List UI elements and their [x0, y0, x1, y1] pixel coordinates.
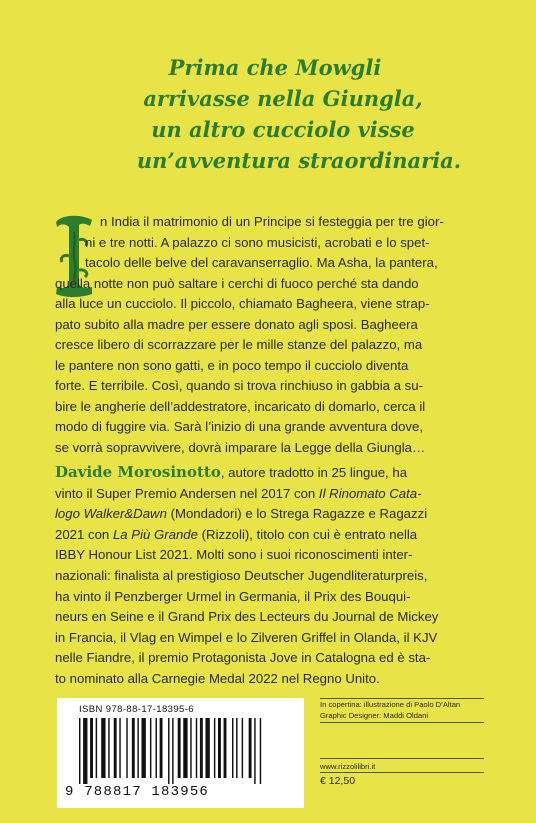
- book-title: logo Walker&Dawn: [55, 506, 167, 522]
- bio-text: , autore tradotto in 25 lingue, ha: [220, 465, 408, 480]
- barcode-panel: [57, 698, 304, 808]
- story-line: n India il matrimonio di un Principe si festeggia per tre gior-: [100, 214, 444, 229]
- cover-credit: In copertina: illustrazione di Paolo D’Altan: [320, 700, 461, 709]
- bio-text: (Rizzoli), titolo con cui è entrato nella: [197, 526, 418, 542]
- story-line: forte. E terribile. Così, quando si trova rinchiuso in gabbia a su-: [55, 378, 423, 393]
- price: € 12,50: [320, 775, 356, 787]
- tagline-line: Prima che Mowgli: [168, 55, 382, 80]
- story-line: tacolo delle belve del caravanserraglio. Ma Asha, la pantera,: [85, 255, 438, 270]
- bio-text: (Mondadori) e lo Strega Ragazze e Ragazzi: [166, 506, 428, 522]
- bio-line: [55, 484, 482, 505]
- tagline-line: un altro cucciolo visse: [151, 117, 415, 142]
- credits-top-divider: [320, 698, 484, 699]
- book-title: La Più Grande: [112, 526, 198, 542]
- book-title: Il Rinomato Cata-: [318, 485, 422, 501]
- author-name: Davide Morosinotto: [55, 463, 221, 481]
- credits: [320, 700, 460, 721]
- designer-credit: Graphic Designer: Maddi Oldani: [320, 710, 429, 720]
- bio-line: [55, 504, 482, 525]
- tagline-line: arrivasse nella Giungla,: [143, 86, 423, 111]
- story-line: modo di fuggire via. Sarà l’inizio di una grande avventura dove,: [55, 419, 424, 434]
- story-synopsis: [55, 212, 482, 458]
- bio-line: IBBY Honour List 2021. Molti sono i suoi riconoscimenti inter-: [55, 547, 413, 563]
- isbn-label: ISBN 978-88-17-18395-6: [79, 704, 194, 715]
- story-line: cresce libero di scorrazzare per le mille stanze del palazzo, ma: [55, 337, 423, 352]
- story-line: quella notte non può saltare i cerchi di fuoco perché sta dando: [55, 275, 419, 291]
- bio-line: nazionali: finalista al prestigioso Deutscher Jugendliteraturpreis,: [55, 567, 428, 583]
- bio-line: ha vinto il Penzberger Urmel in Germania, il Prix des Bouqui-: [55, 588, 411, 604]
- bio-line: to nominato alla Carnegie Medal 2022 nel Regno Unito.: [55, 670, 380, 686]
- story-line: pato subito alla madre per essere donato agli sposi. Bagheera: [55, 316, 418, 332]
- barcode-digits: 9 788817 183956: [65, 784, 210, 800]
- website-divider: [320, 758, 484, 759]
- story-line: le pantere non sono gatti, e in poco tempo il cucciolo diventa: [55, 357, 409, 373]
- drop-cap-glyph: I: [12, 172, 13, 173]
- tagline-line: un’avventura straordinaria.: [136, 148, 462, 173]
- bio-text: 2021 con: [55, 526, 113, 542]
- bio-line: neurs en Seine e il Grand Prix des Lecteurs du Journal de Mickey: [55, 609, 439, 625]
- price-divider: [320, 772, 484, 773]
- publisher-website[interactable]: www.rizzolilibri.it: [320, 762, 376, 771]
- story-line: alla luce un cucciolo. Il piccolo, chiamato Bagheera, viene strap-: [55, 296, 430, 311]
- bio-line: [55, 462, 482, 484]
- barcode-icon: [79, 718, 284, 784]
- story-line: ni e tre notti. A palazzo ci sono musicisti, acrobati e lo spet-: [85, 234, 430, 250]
- bio-line: [55, 525, 482, 546]
- back-cover-tagline: [0, 52, 536, 176]
- author-bio: [55, 462, 482, 690]
- bio-line: in Francia, il Vlag en Wimpel e lo Zilveren Griffel in Olanda, il KJV: [55, 629, 438, 645]
- bio-line: nelle Fiandre, il premio Protagonista Jove in Catalogna ed è sta-: [55, 650, 431, 666]
- story-line: se vorrà sopravvivere, dovrà imparare la Legge della Giungla…: [55, 439, 426, 455]
- story-line: bire le angherie dell’addestratore, incaricato di domarlo, cerca il: [55, 398, 426, 414]
- bio-text: vinto il Super Premio Andersen nel 2017 con: [55, 485, 319, 501]
- credits-divider: [320, 722, 484, 723]
